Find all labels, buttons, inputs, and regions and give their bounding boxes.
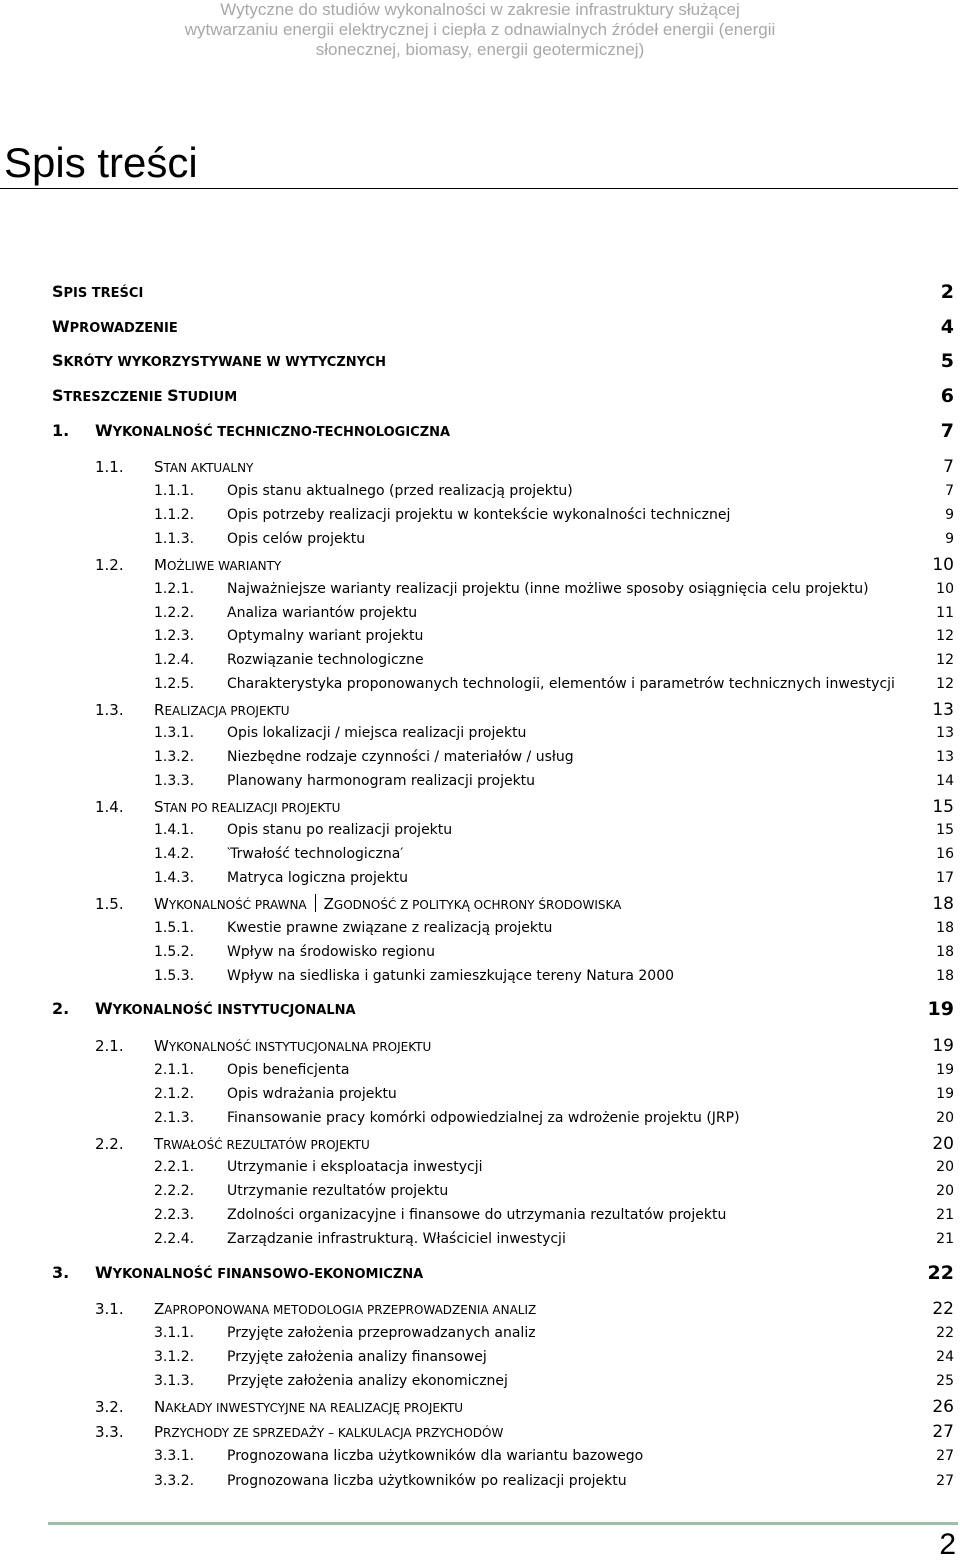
toc-entry-title: Opis stanu aktualnego (przed realizacją projektu) — [227, 483, 573, 499]
toc-entry-number: 3.1.1. — [154, 1325, 195, 1341]
toc-title-rest: YKONALNOŚĆ FINANSOWO-EKONOMICZNA — [112, 1267, 424, 1282]
toc-title-initial: Z — [154, 1300, 165, 1318]
toc-entry-title: Utrzymanie rezultatów projektu — [227, 1183, 449, 1199]
toc-entry-number: 2.1. — [95, 1037, 124, 1055]
toc-entry-number: 3.3.2. — [154, 1473, 195, 1489]
toc-entry-page: 22 — [936, 1325, 954, 1341]
toc-entry-number: 3.1.2. — [154, 1349, 195, 1365]
toc-title-rest: GODNOŚĆ Z POLITYKĄ OCHRONY ŚRODOWISKA — [333, 898, 622, 912]
toc-entry-number: 1.3.2. — [154, 749, 195, 765]
footer-rule — [48, 1522, 958, 1525]
toc-entry-number: 1.3.3. — [154, 773, 195, 789]
toc-entry-title: Zarządzanie infrastrukturą. Właściciel inwestycji — [227, 1231, 566, 1247]
toc-entry-title — [154, 1422, 503, 1443]
toc-entry-number: 1.2.1. — [154, 581, 195, 597]
toc-entry-title — [52, 385, 237, 409]
toc-entry-page: 9 — [945, 531, 954, 547]
toc-entry-number: 1.4.3. — [154, 870, 195, 886]
toc-entry-page: 9 — [945, 507, 954, 523]
toc-entry-number: 1.4. — [95, 798, 124, 816]
toc-entry-title: Analiza wariantów projektu — [227, 605, 418, 621]
toc-entry-number: 3.3.1. — [154, 1448, 195, 1464]
toc-entry-number: 1.1.1. — [154, 483, 195, 499]
toc-entry-page: 22 — [932, 1299, 954, 1319]
toc-entry-number: 3. — [52, 1263, 70, 1282]
toc-entry-title — [95, 420, 450, 444]
toc-entry-title: Najważniejsze warianty realizacji projektu (inne możliwe sposoby osiągnięcia celu projektu) — [227, 581, 869, 597]
toc-entry-title — [154, 700, 290, 721]
toc-title-initial: W — [95, 421, 113, 440]
toc-title-rest: RZYCHODY ZE SPRZEDAŻY – KALKULACJA PRZYCHODÓW — [163, 1426, 504, 1440]
toc-title-initial: S — [167, 386, 179, 405]
toc-entry-number: 1.2.2. — [154, 605, 195, 621]
toc-entry-title: Opis wdrażania projektu — [227, 1086, 397, 1102]
toc-entry-title — [154, 457, 253, 478]
toc-entry-page: 18 — [936, 920, 954, 936]
toc-title-initial: W — [95, 1263, 113, 1282]
toc-entry-title: Opis stanu po realizacji projektu — [227, 822, 453, 838]
toc-title-initial: P — [154, 1423, 164, 1441]
toc-title-rest: TAN PO REALIZACJI PROJEKTU — [163, 801, 341, 815]
toc-entry-title: Prognozowana liczba użytkowników dla wariantu bazowego — [227, 1448, 644, 1464]
toc-title-initial: W — [154, 1037, 169, 1055]
toc-title-initial: S — [52, 386, 64, 405]
toc-title-rest: YKONALNOŚĆ INSTYTUCJONALNA PROJEKTU — [168, 1040, 432, 1054]
toc-entry-title: Optymalny wariant projektu — [227, 628, 424, 644]
toc-entry-title: Opis celów projektu — [227, 531, 366, 547]
toc-entry-number: 1.2.3. — [154, 628, 195, 644]
running-header-line: wytwarzaniu energii elektrycznej i ciepła z odnawialnych źródeł energii (energii — [184, 20, 776, 39]
toc-title-initial: W — [95, 999, 113, 1018]
toc-title-rest: APROPONOWANA METODOLOGIA PRZEPROWADZENIA ANALIZ — [164, 1303, 537, 1317]
toc-entry-page: 24 — [936, 1349, 954, 1365]
toc-entry-page: 12 — [936, 628, 954, 644]
toc-entry-page: 4 — [940, 316, 954, 338]
toc-entry-page: 12 — [936, 676, 954, 692]
toc-entry-page: 27 — [936, 1448, 954, 1464]
toc-title-rest: YKONALNOŚĆ PRAWNA — [168, 898, 307, 912]
toc-entry-title — [52, 350, 386, 374]
toc-entry-page: 13 — [932, 700, 954, 720]
toc-entry-number: 1.2.5. — [154, 676, 195, 692]
page-number: 2 — [939, 1528, 956, 1561]
toc-title-rest: EALIZACJA PROJEKTU — [164, 704, 290, 718]
toc-entry-title: Wpływ na siedliska i gatunki zamieszkujące tereny Natura 2000 — [227, 968, 675, 984]
toc-entry-title — [95, 998, 356, 1022]
toc-entry-title: ‵Trwałość technologiczna′ — [227, 846, 404, 862]
toc-entry-number: 1.5.3. — [154, 968, 195, 984]
toc-entry-page: 18 — [932, 894, 954, 914]
toc-entry-number: 2.2.3. — [154, 1207, 195, 1223]
toc-title-rest: TUDIUM — [178, 390, 238, 405]
toc-entry-number: 1.3. — [95, 701, 124, 719]
toc-entry-number: 1.1.2. — [154, 507, 195, 523]
toc-entry-number: 2.2.2. — [154, 1183, 195, 1199]
toc-entry-title: Prognozowana liczba użytkowników po realizacji projektu — [227, 1473, 627, 1489]
toc-entry-number: 1.2. — [95, 556, 124, 574]
toc-entry-title: Finansowanie pracy komórki odpowiedzialnej za wdrożenie projektu (JRP) — [227, 1110, 740, 1126]
toc-entry-title: Niezbędne rodzaje czynności / materiałów / usług — [227, 749, 574, 765]
toc-entry-page: 13 — [936, 725, 954, 741]
toc-entry-page: 19 — [936, 1086, 954, 1102]
toc-title-initial: S — [52, 282, 64, 301]
toc-entry-title — [95, 1262, 423, 1286]
running-header-line: słonecznej, biomasy, energii geotermicznej) — [315, 40, 645, 59]
toc-entry-number: 1.5.1. — [154, 920, 195, 936]
toc-entry-number: 1.3.1. — [154, 725, 195, 741]
toc-entry-title — [154, 894, 621, 915]
toc-entry-page: 27 — [932, 1422, 954, 1442]
toc-entry-page: 20 — [932, 1134, 954, 1154]
toc-entry-number: 2.1.1. — [154, 1062, 195, 1078]
toc-entry-number: 2.1.2. — [154, 1086, 195, 1102]
toc-entry-page: 2 — [940, 281, 954, 303]
toc-entry-number: 2.2.1. — [154, 1159, 195, 1175]
toc-entry-title — [52, 316, 178, 340]
toc-entry-number: 2.2.4. — [154, 1231, 195, 1247]
toc-title-initial: N — [154, 1398, 166, 1416]
toc-entry-number: 1. — [52, 421, 70, 440]
toc-entry-title: Opis lokalizacji / miejsca realizacji projektu — [227, 725, 527, 741]
toc-entry-page: 14 — [936, 773, 954, 789]
toc-entry-page: 16 — [936, 846, 954, 862]
toc-title-initial: S — [154, 458, 164, 476]
toc-entry-title: Przyjęte założenia analizy finansowej — [227, 1349, 487, 1365]
toc-entry-number: 1.2.4. — [154, 652, 195, 668]
toc-entry-title — [154, 1299, 536, 1320]
toc-entry-title — [154, 1397, 463, 1418]
toc-entry-title: Kwestie prawne związane z realizacją projektu — [227, 920, 553, 936]
toc-title-rest: PROWADZENIE — [69, 321, 178, 336]
toc-title-initial: S — [154, 798, 164, 816]
toc-entry-title — [154, 1134, 370, 1155]
toc-entry-page: 22 — [927, 1262, 954, 1284]
toc-title-rest: YKONALNOŚĆ INSTYTUCJONALNA — [112, 1003, 356, 1018]
toc-title-rest: KRÓTY WYKORZYSTYWANE W WYTYCZNYCH — [63, 355, 387, 370]
toc-title-initial: W — [52, 317, 70, 336]
toc-entry-page: 20 — [936, 1183, 954, 1199]
toc-entry-number: 3.2. — [95, 1398, 124, 1416]
toc-entry-title: Utrzymanie i eksploatacja inwestycji — [227, 1159, 483, 1175]
page-title: Spis treści — [4, 139, 198, 186]
toc-title-rest: TAN AKTUALNY — [163, 461, 254, 475]
toc-entry-title — [154, 797, 340, 818]
toc-entry-page: 21 — [936, 1207, 954, 1223]
toc-title-initial: M — [154, 556, 167, 574]
toc-entry-page: 17 — [936, 870, 954, 886]
toc-entry-title — [154, 555, 281, 576]
toc-entry-number: 3.1. — [95, 1300, 124, 1318]
toc-entry-page: 18 — [936, 944, 954, 960]
toc-title-rest: TRESZCZENIE — [63, 390, 168, 405]
toc-entry-title: Przyjęte założenia przeprowadzanych analiz — [227, 1325, 536, 1341]
toc-entry-page: 10 — [936, 581, 954, 597]
toc-title-rest: YKONALNOŚĆ TECHNICZNO-TECHNOLOGICZNA — [112, 425, 451, 440]
toc-entry-page: 15 — [932, 797, 954, 817]
toc-entry-page: 25 — [936, 1373, 954, 1389]
running-header-line: Wytyczne do studiów wykonalności w zakresie infrastruktury służącej — [220, 0, 740, 19]
toc-entry-number: 2.1.3. — [154, 1110, 195, 1126]
toc-entry-page: 5 — [940, 350, 954, 372]
toc-title-rest: AKŁADY INWESTYCYJNE NA REALIZACJĘ PROJEKTU — [165, 1401, 464, 1415]
toc-entry-page: 7 — [945, 483, 954, 499]
toc-entry-number: 1.4.2. — [154, 846, 195, 862]
toc-entry-page: 18 — [936, 968, 954, 984]
toc-entry-page: 15 — [936, 822, 954, 838]
toc-entry-number: 2.2. — [95, 1135, 124, 1153]
toc-entry-page: 10 — [932, 555, 954, 575]
toc-entry-page: 20 — [936, 1159, 954, 1175]
toc-entry-title — [154, 1036, 431, 1057]
toc-entry-title: Opis beneficjenta — [227, 1062, 350, 1078]
toc-entry-number: 1.1. — [95, 458, 124, 476]
toc-entry-title: Przyjęte założenia analizy ekonomicznej — [227, 1373, 508, 1389]
toc-entry-title: Zdolności organizacyjne i finansowe do utrzymania rezultatów projektu — [227, 1207, 727, 1223]
toc-title-initial: R — [154, 701, 165, 719]
toc-entry-title: Matryca logiczna projektu — [227, 870, 408, 886]
toc-entry-page: 19 — [936, 1062, 954, 1078]
toc-entry-number: 1.4.1. — [154, 822, 195, 838]
toc-entry-number: 1.5.2. — [154, 944, 195, 960]
toc-entry-title: Planowany harmonogram realizacji projektu — [227, 773, 536, 789]
toc-entry-number: 1.1.3. — [154, 531, 195, 547]
toc-entry-page: 27 — [936, 1473, 954, 1489]
toc-title-initial: S — [52, 351, 64, 370]
toc-title-initial: Z — [323, 895, 334, 913]
toc-entry-title: Wpływ na środowisko regionu — [227, 944, 435, 960]
toc-entry-page: 20 — [936, 1110, 954, 1126]
toc-entry-title: Charakterystyka proponowanych technologii, elementów i parametrów technicznych inwestycji — [227, 676, 895, 692]
toc-entry-page: 7 — [940, 420, 954, 442]
toc-entry-title: Rozwiązanie technologiczne — [227, 652, 424, 668]
toc-entry-page: 6 — [940, 385, 954, 407]
separator-bar — [315, 894, 316, 912]
toc-entry-number: 2. — [52, 999, 70, 1018]
toc-entry-title — [52, 281, 143, 305]
toc-entry-page: 19 — [927, 998, 954, 1020]
toc-entry-number: 3.1.3. — [154, 1373, 195, 1389]
toc-title-rest: RWAŁOŚĆ REZULTATÓW PROJEKTU — [163, 1138, 370, 1152]
toc-title-rest: OŻLIWE WARIANTY — [166, 559, 282, 573]
toc-entry-page: 13 — [936, 749, 954, 765]
toc-entry-page: 21 — [936, 1231, 954, 1247]
toc-title-initial: T — [154, 1135, 164, 1153]
toc-entry-page: 11 — [936, 605, 954, 621]
toc-entry-page: 7 — [943, 457, 954, 477]
toc-title-initial: W — [154, 895, 169, 913]
toc-entry-number: 1.5. — [95, 895, 124, 913]
toc-title-rest: PIS TREŚCI — [63, 286, 144, 301]
toc-entry-page: 12 — [936, 652, 954, 668]
toc-entry-page: 19 — [932, 1036, 954, 1056]
toc-entry-title: Opis potrzeby realizacji projektu w kontekście wykonalności technicznej — [227, 507, 731, 523]
toc-entry-page: 26 — [932, 1397, 954, 1417]
toc-entry-number: 3.3. — [95, 1423, 124, 1441]
